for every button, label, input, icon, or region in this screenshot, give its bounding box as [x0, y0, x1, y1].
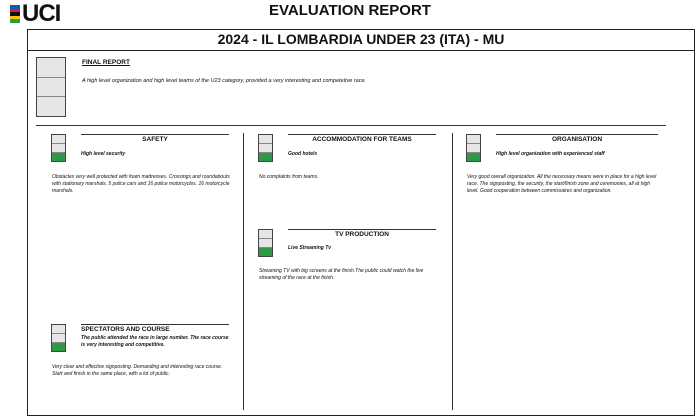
- rating-cell: [37, 58, 65, 78]
- rating-cell: [259, 248, 272, 256]
- accommodation-text: No complaints from teams.: [259, 174, 319, 180]
- spectators-rating-meter: [51, 324, 66, 352]
- safety-rating-meter: [51, 134, 66, 162]
- accommodation-subtitle: Good hotels: [288, 151, 318, 157]
- rating-cell: [259, 239, 272, 248]
- rating-cell: [467, 153, 480, 161]
- organisation-subtitle: High level organization with experienced staff: [496, 151, 605, 157]
- rating-cell: [259, 230, 272, 239]
- rating-cell: [52, 144, 65, 153]
- spectators-subtitle: The public attended the race in large number. The race course is very interesting and competitive.: [81, 335, 229, 348]
- organisation-text: Very good overall organization. All the necessary means were in place for a high level race. The signposting, the security, the start/finish zone and ceremonies, all at high level. Good cooperation between commissaires and organization.: [467, 174, 657, 194]
- tv-rating-meter: [258, 229, 273, 257]
- rating-cell: [259, 153, 272, 161]
- safety-subtitle: High level security: [81, 151, 126, 157]
- race-title: 2024 - IL LOMBARDIA UNDER 23 (ITA) - MU: [27, 29, 695, 51]
- report-frame: [27, 29, 695, 416]
- rating-cell: [37, 78, 65, 98]
- rating-cell: [259, 135, 272, 144]
- rating-cell: [37, 97, 65, 116]
- rating-cell: [52, 135, 65, 144]
- accommodation-title: ACCOMMODATION FOR TEAMS: [288, 134, 436, 143]
- final-report-text: A high level organization and high level teams of the U23 category, provided a very interesting and competetive race.: [82, 78, 367, 84]
- section-divider: [36, 125, 666, 126]
- rating-cell: [52, 334, 65, 343]
- rating-cell: [52, 153, 65, 161]
- document-title: EVALUATION REPORT: [269, 2, 431, 19]
- safety-text: Obstacles very well protected with foam mattresses. Crossings and roundabouts with stationary marshals. 5 police cars and 16 police motorcycles. 16 motorcycle marshals.: [52, 174, 230, 194]
- rating-cell: [467, 144, 480, 153]
- organisation-title: ORGANISATION: [496, 134, 658, 143]
- organisation-rating-meter: [466, 134, 481, 162]
- final-report-heading: FINAL REPORT: [82, 59, 130, 66]
- accommodation-rating-meter: [258, 134, 273, 162]
- tv-text: Streaming TV with big screens at the finish.The public could watch the live streaming of the race at the finish.: [259, 268, 424, 281]
- rating-cell: [259, 144, 272, 153]
- final-rating-meter: [36, 57, 66, 117]
- rating-cell: [52, 343, 65, 351]
- spectators-text: Very clear and effective signposting. Demanding and interesting race course. Start and finish in the same place, with a lot of public.: [52, 364, 223, 377]
- rating-cell: [467, 135, 480, 144]
- tv-subtitle: Live Streaming Tv: [288, 245, 332, 251]
- logo-text: UCI: [22, 0, 61, 27]
- tv-title: TV PRODUCTION: [288, 229, 436, 238]
- safety-title: SAFETY: [81, 134, 229, 143]
- column-divider: [452, 133, 453, 410]
- spectators-title: SPECTATORS AND COURSE: [81, 324, 229, 333]
- column-divider: [243, 133, 244, 410]
- rating-cell: [52, 325, 65, 334]
